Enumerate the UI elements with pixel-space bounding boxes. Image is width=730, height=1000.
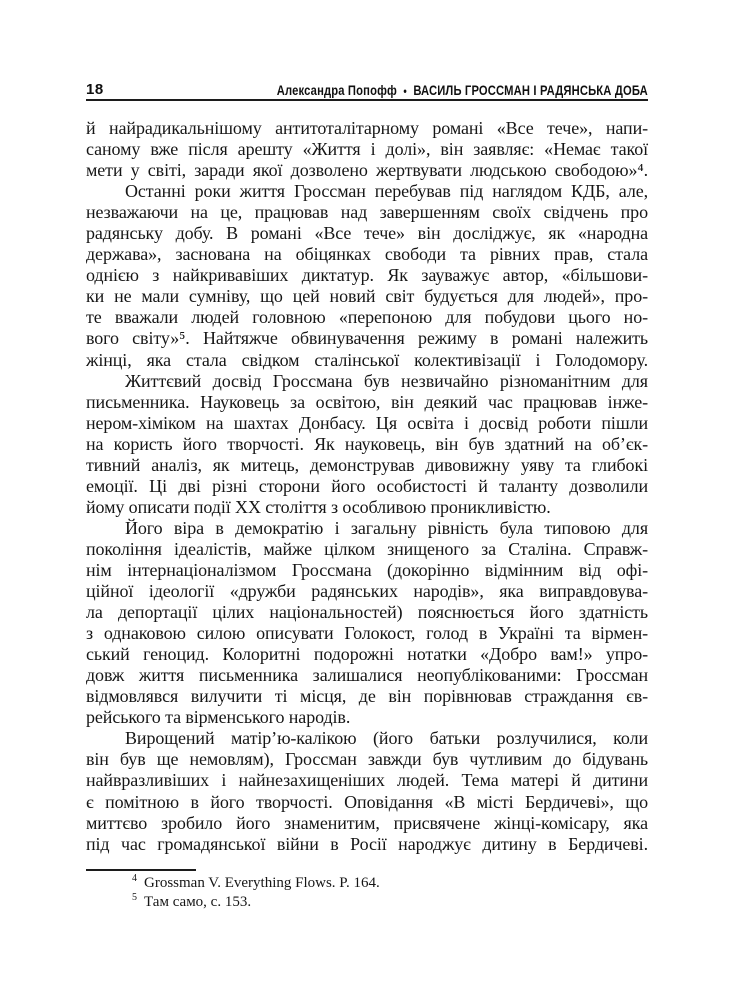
- text-line: мети у світі, заради якої дозволено жертвувати людською свободою»⁴.: [86, 160, 648, 181]
- running-head-author: Александра Попофф: [276, 82, 398, 98]
- footnote: [86, 874, 648, 893]
- text-line: довж життя письменника залишалися неопублікованими: Гроссман: [86, 665, 648, 686]
- text-line: тивний аналіз, як митець, демонстрував дивовижну уяву та глибокі: [86, 454, 648, 475]
- body-text: [86, 118, 648, 855]
- text-line: йому описати події ХХ століття з особливою проникливістю.: [86, 496, 551, 517]
- text-line: Життєвий досвід Гроссмана був незвичайно різноманітним для: [125, 370, 648, 391]
- text-line: з однаковою силою описувати Голокост, голод в Україні та вірмен-: [86, 623, 648, 644]
- text-line: ла депортації цілих національностей) пояснюється його здатність: [86, 602, 648, 623]
- text-line: незважаючи на це, працював над завершенням своїх свідчень про: [86, 202, 648, 223]
- footnotes: [86, 874, 648, 912]
- paragraph: [86, 181, 648, 370]
- footnote-marker: 5: [132, 891, 137, 903]
- running-head-book-title: ВАСИЛЬ ГРОССМАН І РАДЯНСЬКА ДОБА: [413, 82, 648, 98]
- header-rule: [86, 99, 648, 101]
- text-line: нім інтернаціоналізмом Гроссмана (докорінно відмінним від офі-: [86, 559, 648, 580]
- page-header: [86, 74, 648, 98]
- text-line: є помітною в його творчості. Оповідання «В місті Бердичеві», що: [86, 791, 648, 812]
- paragraph: [86, 728, 648, 854]
- text-line: Останні роки життя Гроссман перебував під наглядом КДБ, але,: [125, 181, 648, 202]
- running-head: [277, 82, 648, 98]
- text-line: миттєво зробило його знаменитим, присвячене жінці-комісару, яка: [86, 812, 648, 833]
- text-line: ційної ідеології «дружби радянських народів», яка виправдовува-: [86, 581, 648, 602]
- text-line: Його віра в демократію і загальну рівність була типовою для: [125, 517, 648, 538]
- footnote-text: Там само, с. 153.: [144, 893, 252, 910]
- text-line: на користь його творчості. Як науковець, він був здатний на об’єк-: [86, 433, 648, 454]
- text-line: те вважали людей головною «перепоною для побудови цього но-: [86, 307, 648, 328]
- text-line: ський геноцид. Колоритні подорожні нотатки «Добро вам!» упро-: [86, 644, 648, 665]
- text-line: радянську добу. В романі «Все тече» він досліджує, як «народна: [86, 223, 648, 244]
- text-line: найвразливіших і найнезахищеніших людей. Тема матері й дитини: [86, 770, 648, 791]
- text-line: однією з найкривавіших диктатур. Як зауважує автор, «більшови-: [86, 265, 648, 286]
- footnote-marker: 4: [132, 873, 137, 884]
- text-line: держава», заснована на обіцянках свободи та рівних прав, стала: [86, 244, 648, 265]
- footnote-separator: [86, 869, 196, 871]
- text-line: під час громадянської війни в Росії народжує дитину в Бердичеві.: [86, 833, 648, 854]
- bullet-separator: •: [403, 84, 408, 98]
- text-line: емоції. Ці дві різні сторони його особистості й таланту дозволили: [86, 475, 648, 496]
- footnote-text: Grossman V. Everything Flows. P. 164.: [144, 875, 380, 891]
- paragraph: [86, 371, 648, 518]
- text-line: ки не мали сумніву, що цей новий світ будується для людей», про-: [86, 286, 648, 307]
- text-line: нером-хіміком на шахтах Донбасу. Ця освіта і досвід роботи пішли: [86, 412, 648, 433]
- text-line: Вирощений матір’ю-калікою (його батьки розлучилися, коли: [125, 728, 648, 749]
- text-line: саному вже після арешту «Життя і долі», він заявляє: «Немає такої: [86, 139, 648, 160]
- text-line: він був ще немовлям), Гроссман завжди був чутливим до бідувань: [86, 749, 648, 770]
- paragraph: [86, 118, 648, 181]
- text-line: й найрадикальнішому антитоталітарному романі «Все тече», напи-: [86, 118, 648, 138]
- text-line: покоління ідеалістів, майже цілком знищеного за Сталіна. Справж-: [86, 538, 648, 559]
- paragraph: [86, 518, 648, 728]
- text-line: рейського та вірменського народів.: [86, 707, 351, 728]
- footnote: [86, 893, 648, 912]
- text-line: вого світу»⁵. Найтяжче обвинувачення режиму в романі належить: [86, 328, 648, 349]
- text-line: письменника. Науковець за освітою, він деякий час працював інже-: [86, 391, 648, 412]
- page-number: 18: [86, 81, 104, 98]
- text-line: відмовлявся вилучити ті місця, де він порівнював страждання єв-: [86, 686, 648, 707]
- text-line: жінці, яка стала свідком сталінської колективізації і Голодомору.: [86, 349, 648, 370]
